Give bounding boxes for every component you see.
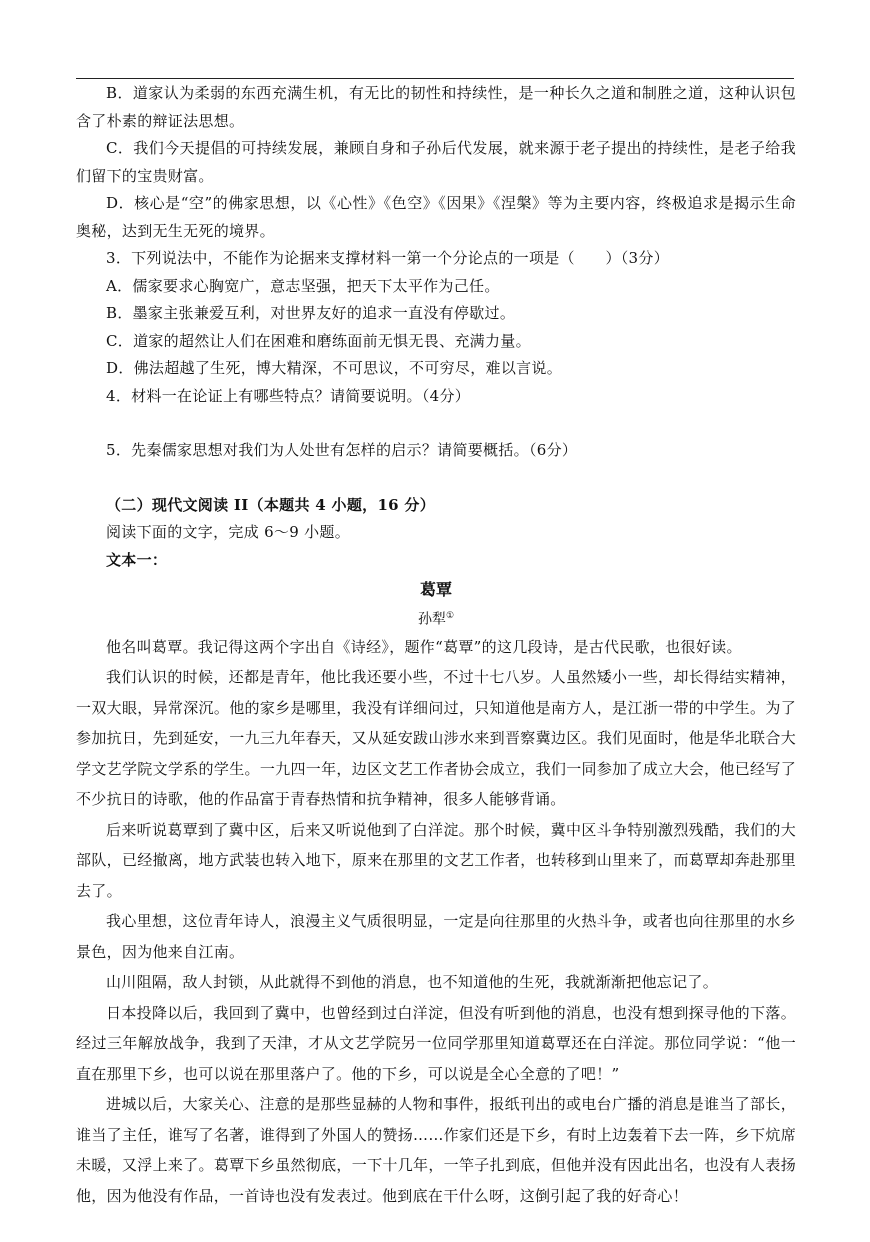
passage-paragraph: 日本投降以后，我回到了冀中，也曾经到过白洋淀，但没有听到他的消息，也没有想到探寻他的下落。经过三年解放战争，我到了天津，才从文艺学院另一位同学那里知道葛覃还在白洋淀。那位同学说：“他一直在那里下乡，也可以说在那里落户了。他的下乡，可以说是全心全意的了吧！” bbox=[76, 1003, 796, 1083]
passage-paragraph: 后来听说葛覃到了冀中区，后来又听说他到了白洋淀。那个时候，冀中区斗争特别激烈残酷，我们的大部队，已经撤离，地方武装也转入地下，原来在那里的文艺工作者，也转移到山里来了，而葛覃却奔赴那里去了。 bbox=[76, 820, 796, 900]
question-3-stem: 3．下列说法中，不能作为论据来支撑材料一第一个分论点的一项是（ ）（3分） bbox=[106, 249, 669, 267]
question-3-option-c: C．道家的超然让人们在困难和磨练面前无惧无畏、充满力量。 bbox=[106, 331, 531, 350]
answer-space bbox=[76, 410, 796, 437]
option-d-paragraph: D．核心是“空”的佛家思想，以《心性》《色空》《因果》《涅槃》等为主要内容，终极追求是揭示生命奥秘，达到无生无死的境界。 bbox=[76, 194, 796, 240]
passage-title: 葛覃 bbox=[419, 580, 452, 599]
question-3-option-b: B．墨家主张兼爱互利，对世界友好的追求一直没有停歇过。 bbox=[106, 304, 516, 322]
author-footnote-marker: ① bbox=[445, 611, 455, 621]
option-c-paragraph: C．我们今天提倡的可持续发展，兼顾自身和子孙后代发展，就来源于老子提出的持续性，是老子给我们留下的宝贵财富。 bbox=[76, 139, 796, 185]
passage-paragraph: 山川阻隔，敌人封锁，从此就得不到他的消息，也不知道他的生死，我就渐渐把他忘记了。 bbox=[106, 973, 719, 992]
passage-paragraph: 他名叫葛覃。我记得这两个字出自《诗经》，题作“葛覃”的这几段诗，是古代民歌，也很好读。 bbox=[106, 637, 742, 656]
section-heading: （二）现代文阅读 II（本题共 4 小题，16 分） bbox=[106, 495, 436, 514]
passage-author bbox=[76, 604, 796, 632]
text-one-label: 文本一： bbox=[106, 550, 168, 569]
top-rule bbox=[76, 78, 794, 79]
question-5: 5．先秦儒家思想对我们为人处世有怎样的启示？请简要概括。（6分） bbox=[106, 441, 578, 459]
option-b-paragraph: B．道家认为柔弱的东西充满生机，有无比的韧性和持续性，是一种长久之道和制胜之道，这种认识包含了朴素的辩证法思想。 bbox=[76, 84, 796, 130]
exam-page bbox=[76, 80, 796, 1211]
passage-paragraph: 进城以后，大家关心、注意的是那些显赫的人物和事件，报纸刊出的或电台广播的消息是谁当了部长，谁当了主任，谁写了名著，谁得到了外国人的赞扬……作家们还是下乡，有时上边轰着下去一阵，乡下炕席未暖，又浮上来了。葛覃下乡虽然彻底，一下十几年，一竿子扎到底，但他并没有因此出名，也没有人表扬他，因为他没有作品，一首诗也没有发表过。他到底在干什么呀，这倒引起了我的好奇心！ bbox=[76, 1095, 796, 1205]
question-3-option-d: D．佛法超越了生死，博大精深，不可思议，不可穷尽，难以言说。 bbox=[106, 359, 563, 377]
question-4: 4．材料一在论证上有哪些特点？请简要说明。（4分） bbox=[106, 386, 471, 405]
passage-paragraph: 我心里想，这位青年诗人，浪漫主义气质很明显，一定是向往那里的火热斗争，或者也向往那里的水乡景色，因为他来自江南。 bbox=[76, 912, 796, 961]
section-instruction: 阅读下面的文字，完成 6～9 小题。 bbox=[106, 523, 351, 541]
question-3-option-a: A．儒家要求心胸宽广，意志坚强，把天下太平作为己任。 bbox=[106, 276, 500, 295]
answer-space bbox=[76, 465, 796, 492]
author-name: 孙犁 bbox=[417, 611, 446, 628]
passage-paragraph: 我们认识的时候，还都是青年，他比我还要小些，不过十七八岁。人虽然矮小一些，却长得结实精神，一双大眼，异常深沉。他的家乡是哪里，我没有详细问过，只知道他是南方人，是江浙一带的中学生。为了参加抗日，先到延安，一九三九年春天，又从延安跋山涉水来到晋察冀边区。我们见面时，他是华北联合大学文艺学院文学系的学生。一九四一年，边区文艺工作者协会成立，我们一同参加了成立大会，他已经写了不少抗日的诗歌，他的作品富于青春热情和抗争精神，很多人能够背诵。 bbox=[76, 668, 796, 809]
